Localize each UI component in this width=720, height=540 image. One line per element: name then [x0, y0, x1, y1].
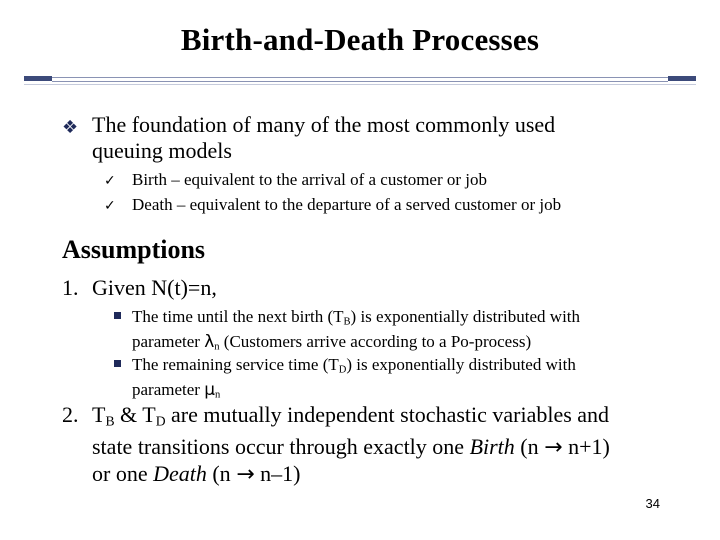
sub-bullet-birth-time [114, 307, 674, 356]
mu-symbol: μ [204, 379, 216, 400]
text-run: n–1) [254, 461, 301, 487]
text-run: or one [92, 461, 154, 487]
sub-bullet-service-time [114, 355, 674, 404]
sub-item-birth-text: Birth – equivalent to the arrival of a customer or job [132, 170, 488, 189]
text-run: ) is exponentially distributed with [350, 307, 581, 326]
text-run: The remaining service time (T [132, 355, 339, 374]
assumption-item-2 [62, 402, 672, 488]
sub-item-death [104, 195, 561, 216]
page-number: 34 [645, 496, 660, 511]
sub-bullet-birth-time-text [132, 307, 674, 356]
slide-title: Birth-and-Death Processes [180, 22, 540, 57]
sub-bullet-service-time-text [132, 355, 674, 404]
main-bullet [62, 112, 662, 164]
square-bullet-icon [114, 312, 121, 319]
sub-item-death-text: Death – equivalent to the departure of a served customer or job [132, 195, 562, 214]
text-run: ) is exponentially distributed with [346, 355, 576, 374]
assumption-item-1 [62, 275, 672, 301]
subscript: D [338, 364, 347, 376]
text-run: The time until the next birth (T [132, 307, 344, 326]
divider-shadow-line [24, 84, 696, 85]
item-number: 1. [62, 275, 79, 300]
subscript: B [343, 316, 351, 328]
arrow-icon: → [544, 435, 563, 461]
text-run: parameter [132, 331, 205, 351]
checkmark-icon: ✓ [104, 198, 116, 214]
text-run: (n [514, 434, 545, 460]
item-1-text: Given N(t)=n, [92, 275, 217, 300]
main-bullet-line-1: The foundation of many of the most commonly used [92, 112, 556, 137]
arrow-icon: → [236, 462, 255, 488]
text-run: parameter [132, 379, 205, 399]
sub-item-birth [104, 170, 487, 191]
square-bullet-icon [114, 360, 121, 367]
title-divider [0, 76, 720, 84]
divider-line [52, 77, 668, 82]
diamond-bullet-icon: ❖ [62, 117, 79, 138]
subscript: n [214, 341, 220, 353]
text-run: are mutually independent stochastic variables and [165, 402, 610, 427]
divider-left-accent [24, 76, 52, 81]
subscript: B [105, 413, 115, 429]
text-run: state transitions occur through exactly one [92, 434, 470, 460]
main-bullet-line-2: queuing models [92, 138, 232, 163]
lambda-symbol: λ [204, 331, 215, 352]
subscript: D [155, 413, 166, 429]
checkmark-icon: ✓ [104, 173, 116, 189]
death-italic: Death [153, 461, 207, 487]
divider-right-accent [668, 76, 696, 81]
text-run: T [92, 402, 106, 427]
text-run: & T [114, 402, 156, 427]
assumptions-heading: Assumptions [62, 235, 206, 264]
text-run: (n [206, 461, 237, 487]
text-run: (Customers arrive according to a Po-process) [219, 331, 532, 351]
item-number: 2. [62, 402, 79, 427]
text-run: n+1) [562, 434, 610, 460]
main-bullet-text [92, 112, 662, 164]
birth-italic: Birth [469, 434, 515, 460]
item-2-text [92, 402, 672, 488]
subscript: n [215, 389, 221, 401]
